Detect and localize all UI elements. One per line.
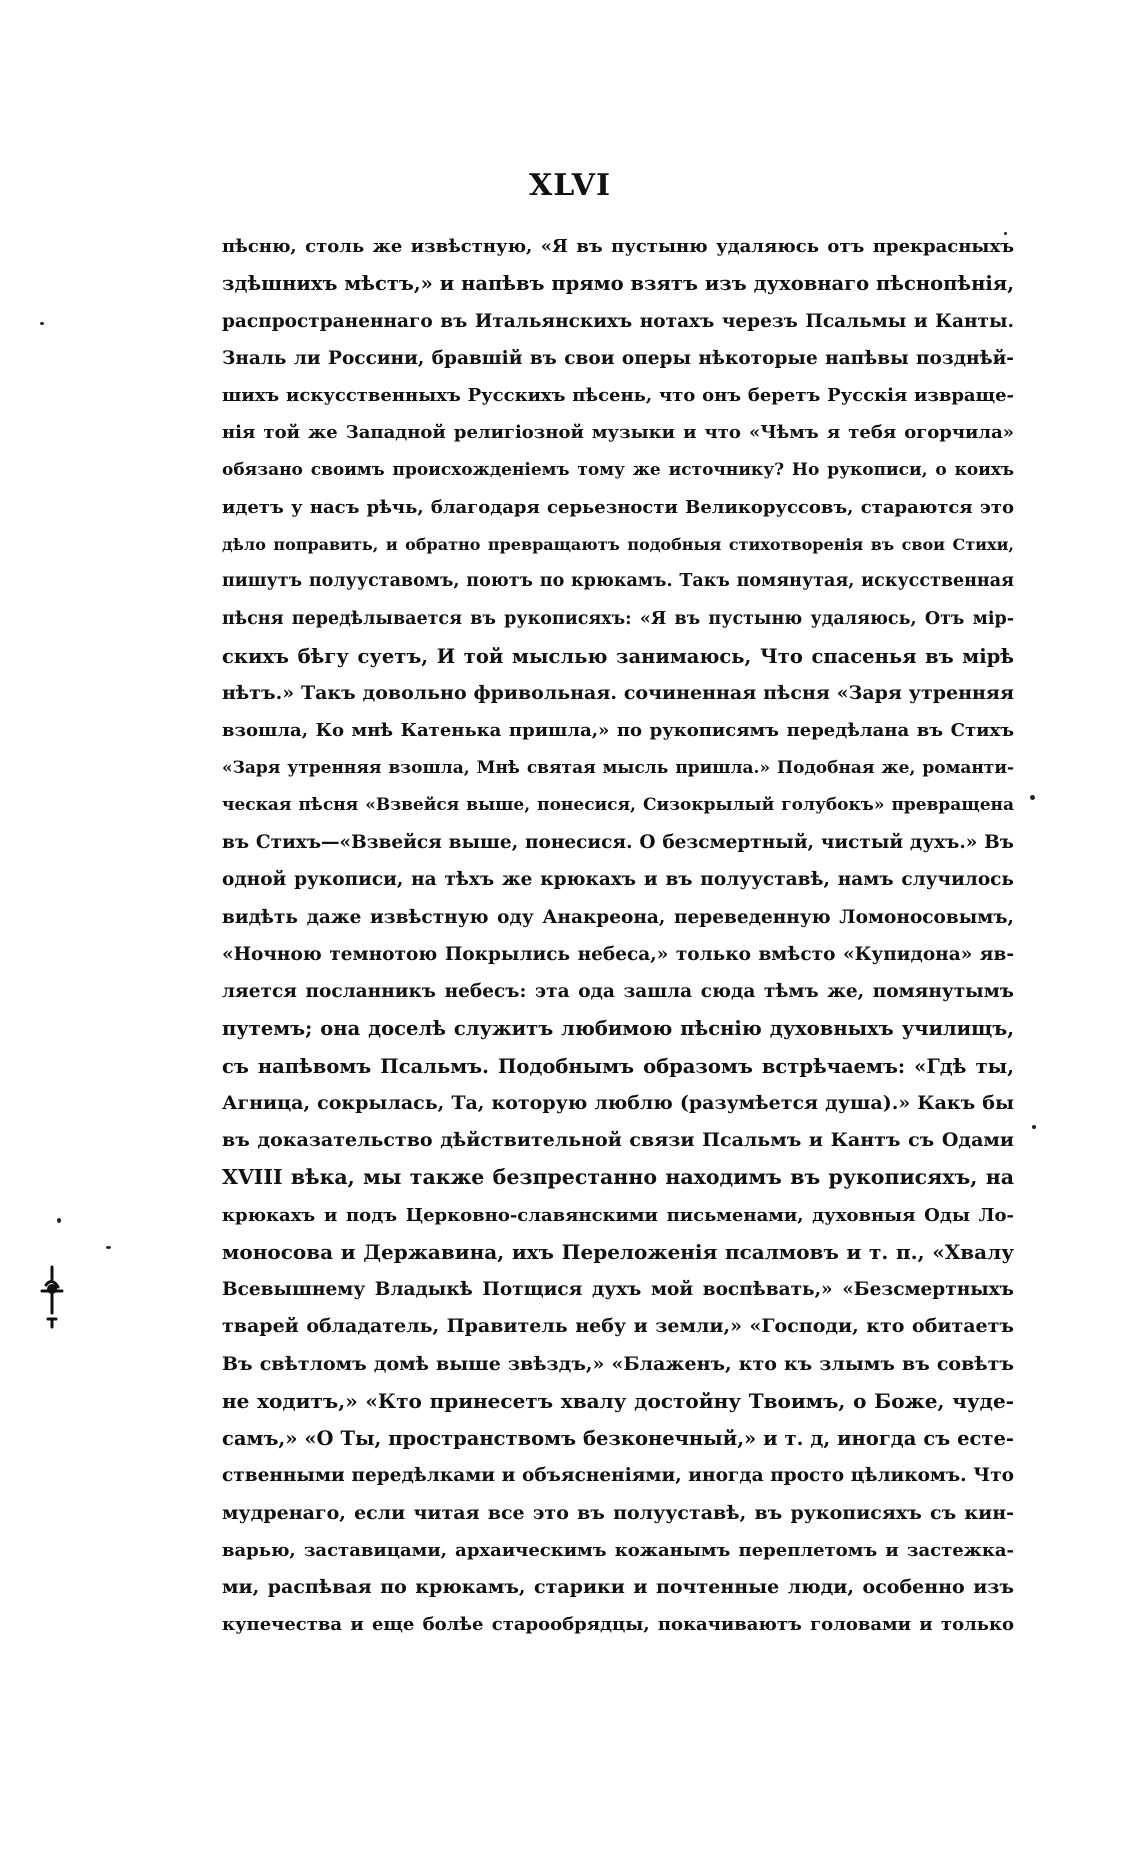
text-line: ческая пѣсня «Взвейся выше, понесися, Сизокрылый голубокъ» превращена xyxy=(222,794,1014,815)
scan-speck xyxy=(1030,795,1035,800)
scan-speck xyxy=(1004,232,1007,235)
text-line: распространеннаго въ Итальянскихъ нотахъ черезъ Псальмы и Канты. xyxy=(222,310,1014,332)
text-line: купечества и еще болѣе старообрядцы, покачиваютъ головами и только xyxy=(222,1614,1014,1636)
text-line: одной рукописи, на тѣхъ же крюкахъ и въ полууставѣ, намъ случилось xyxy=(222,869,1014,891)
text-line: дѣло поправить, и обратно превращаютъ подобныя стихотворенія въ свои Стихи, xyxy=(222,535,1014,554)
text-line: взошла, Ко мнѣ Катенька пришла,» по рукописямъ передѣлана въ Стихъ xyxy=(222,720,1014,742)
text-line: Агница, сокрылась, Та, которую люблю (разумѣется душа).» Какъ бы xyxy=(222,1091,1014,1114)
text-line: крюкахъ и подъ Церковно-славянскими письменами, духовныя Оды Ло- xyxy=(222,1204,1014,1226)
scan-speck xyxy=(106,1246,111,1249)
text-line: ми, распѣвая по крюкамъ, старики и почтенные люди, особенно изъ xyxy=(222,1576,1014,1598)
text-line: нѣтъ.» Такъ довольно фривольная. сочиненная пѣсня «Заря утренняя xyxy=(222,682,1014,704)
text-line: ляется посланникъ небесъ: эта ода зашла сюда тѣмъ же, помянутымъ xyxy=(222,981,1014,1002)
body-text xyxy=(222,228,1014,1644)
text-line: скихъ бѣгу суетъ, И той мыслью занимаюсь, Что спасенья въ мірѣ xyxy=(222,644,1014,668)
text-line: XVIII вѣка, мы также безпрестанно находимъ въ рукописяхъ, на xyxy=(222,1165,1014,1190)
text-line: обязано своимъ происхожденіемъ тому же источнику? Но рукописи, о коихъ xyxy=(222,459,1014,480)
margin-mark xyxy=(38,1265,66,1329)
text-line: Всевышнему Владыкѣ Потщися духъ мой воспѣвать,» «Безсмертныхъ xyxy=(222,1279,1014,1300)
text-line: пишутъ полууставомъ, поютъ по крюкамъ. Такъ помянутая, искусственная xyxy=(222,571,1014,592)
text-line: тварей обладатель, Правитель небу и земли,» «Господи, кто обитаетъ xyxy=(222,1315,1014,1338)
text-line: не ходитъ,» «Кто принесетъ хвалу достойну Твоимъ, о Боже, чуде- xyxy=(222,1388,1014,1413)
scan-speck xyxy=(40,322,44,325)
text-line: «Заря утренняя взошла, Мнѣ святая мысль пришла.» Подобная же, романти- xyxy=(222,757,1014,778)
text-line: видѣть даже извѣстную оду Анакреона, переведенную Ломоносовымъ, xyxy=(222,906,1014,928)
scan-speck xyxy=(1032,1125,1036,1129)
text-line: моносова и Державина, ихъ Переложенія псалмовъ и т. п., «Хвалу xyxy=(222,1239,1014,1264)
text-line: мудренаго, если читая все это въ полууставѣ, въ рукописяхъ съ кин- xyxy=(222,1501,1014,1524)
text-line: Въ свѣтломъ домѣ выше звѣздъ,» «Блаженъ, кто къ злымъ въ совѣтъ xyxy=(222,1352,1014,1375)
text-line: пѣсня передѣлывается въ рукописяхъ: «Я въ пустыню удаляюсь, Отъ мір- xyxy=(222,608,1014,629)
text-line: нія той же Западной религіозной музыки и что «Чѣмъ я тебя огорчила» xyxy=(222,422,1014,444)
page-number: XLVI xyxy=(528,168,612,203)
text-line: здѣшнихъ мѣстъ,» и напѣвъ прямо взятъ изъ духовнаго пѣснопѣнія, xyxy=(222,272,1014,296)
text-line: варью, заставицами, архаическимъ кожанымъ переплетомъ и застежка- xyxy=(222,1539,1014,1561)
text-line: идетъ у насъ рѣчь, благодаря серьезности Великоруссовъ, стараются это xyxy=(222,496,1014,518)
text-line: ственными передѣлками и объясненіями, иногда просто цѣликомъ. Что xyxy=(222,1465,1014,1487)
text-line: путемъ; она доселѣ служитъ любимою пѣснію духовныхъ училищъ, xyxy=(222,1017,1014,1041)
text-line: въ доказательство дѣйствительной связи Псальмъ и Кантъ съ Одами xyxy=(222,1129,1014,1151)
text-line: самъ,» «О Ты, пространствомъ безконечный,» и т. д, иногда съ есте- xyxy=(222,1427,1014,1450)
text-line: въ Стихъ—«Взвейся выше, понесися. О безсмертный, чистый духъ.» Въ xyxy=(222,832,1014,853)
text-line: пѣсню, столь же извѣстную, «Я въ пустыню удаляюсь отъ прекрасныхъ xyxy=(222,236,1014,257)
text-line: Зналь ли Россини, бравшій въ свои оперы нѣкоторые напѣвы позднѣй- xyxy=(222,347,1014,369)
text-line: шихъ искусственныхъ Русскихъ пѣсень, что онъ беретъ Русскія извраще- xyxy=(222,385,1014,406)
text-line: «Ночною темнотою Покрылись небеса,» только вмѣсто «Купидона» яв- xyxy=(222,943,1014,965)
text-line: съ напѣвомъ Псальмъ. Подобнымъ образомъ встрѣчаемъ: «Гдѣ ты, xyxy=(222,1054,1014,1078)
scan-speck xyxy=(57,1218,61,1223)
